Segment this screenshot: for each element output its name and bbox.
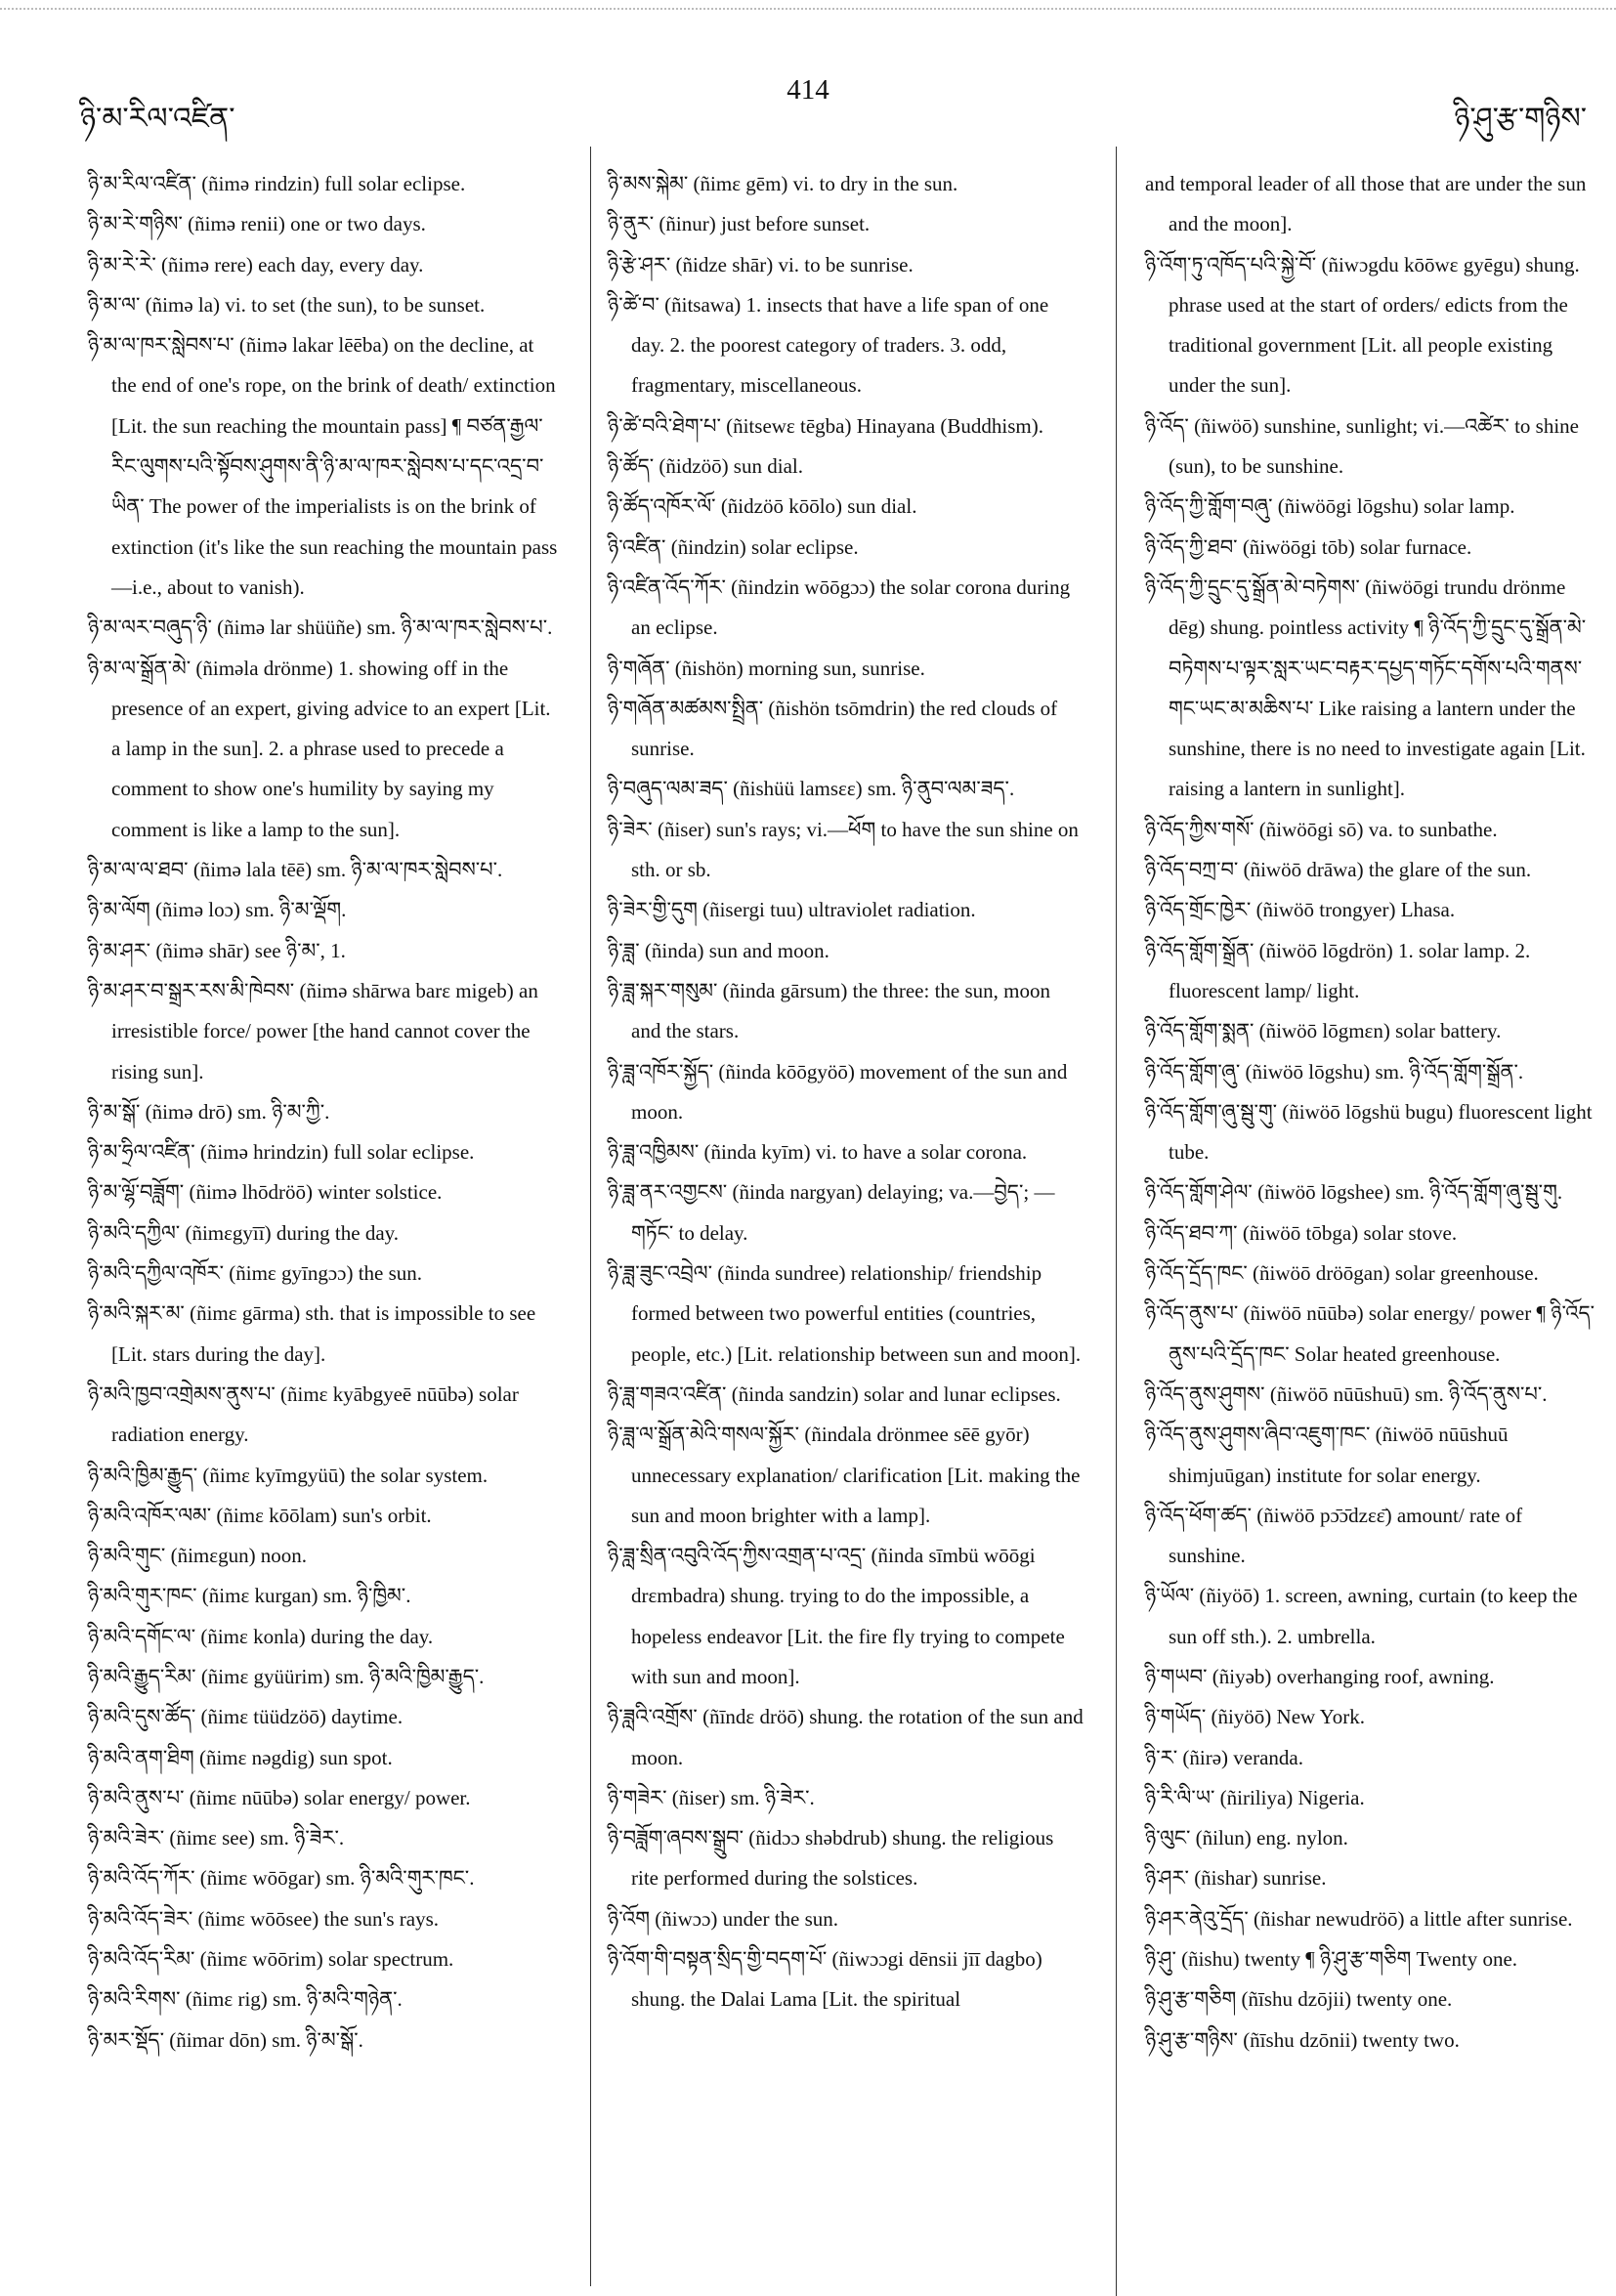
dictionary-entry: ཉི་འོད་ཀྱི་དྲུང་དུ་སྒྲོན་མེ་བཏེགས་ (ñiwöōgi trundu drönme dēg) shung. pointless activity ¶ ཉི་འོད་ཀྱི་དྲུང་དུ་སྒྲོན་མེ་བཏེགས་པ་ལྟར་སླར་ཡང་བརྟར་དཔྱད་གཏོང་དགོས་པའི་གནས་གང་ཡང་མ་མཆིས་པ་ Like raising a lantern under the sunshine, there is no need to investigate again [Lit. raising a lantern in sunlight].: [1145, 574, 1587, 801]
dictionary-entry: ཉི་མ་ཧྲིལ་འཛིན་ (ñimə hrindzin) full solar eclipse.: [88, 1140, 475, 1165]
dictionary-entry: ཉི་མས་སྐེམ་ (ñimɛ gēm) vi. to dry in the sun.: [608, 172, 958, 195]
dictionary-entry: ཉི་ཚེ་བ་ (ñitsawa) 1. insects that have a life span of one day. 2. the poorest category of traders. 3. odd, fragmentary, miscellaneous.: [608, 292, 1049, 398]
dictionary-entry: ཉི་མའི་གུར་ཁང་ (ñimɛ kurgan) sm. ཉི་ཁྱིམ་.: [88, 1584, 411, 1608]
dictionary-entry: ཉི་འོད་བཀྲ་བ་ (ñiwöō drāwa) the glare of the sun.: [1145, 858, 1532, 882]
dictionary-entry: ཉི་མ་རེ་རེ་ (ñimə rere) each day, every day.: [88, 252, 424, 276]
dictionary-entry: ཉི་ཚོད་འཁོར་ལོ་ (ñidzöō kōōlo) sun dial.: [608, 494, 917, 519]
dictionary-entry: ཉི་འཛིན་འོད་ཀོར་ (ñindzin wōōgɔɔ) the solar corona during an eclipse.: [608, 574, 1071, 640]
dictionary-entry: ཉི་ཟླ་གཟའ་འཛིན་ (ñinda sandzin) solar and lunar eclipses.: [608, 1382, 1061, 1406]
dictionary-entry: ཉི་ཤུ་རྩ་གཅིག (ñīshu dzōjii) twenty one.: [1145, 1987, 1453, 2012]
page-number: 414: [787, 74, 829, 106]
dictionary-entry: ཉི་འོད་གློག་སྨན་ (ñiwöō lōgmɛn) solar battery.: [1145, 1019, 1502, 1043]
column-divider: [1116, 147, 1117, 2296]
dictionary-entry: ཉི་འོད་གློག་ཞུ་སྦུ་གུ་ (ñiwöō lōgshü bugu) fluorescent light tube.: [1145, 1099, 1593, 1165]
dictionary-entry: ཉི་མ་ལ་སྒྲོན་མེ་ (ñiməla drönme) 1. showing off in the presence of an expert, giving advice to an expert [Lit. a lamp in the sun]. 2. a phrase used to precede a comment to show one's humility by saying my comment is like a lamp to the sun].: [88, 656, 551, 841]
dictionary-entry: ཉི་འོད་ཀྱིས་གསོ་ (ñiwöōgi sō) va. to sunbathe.: [1145, 817, 1498, 841]
dictionary-entry: ཉི་མའི་ཁྱབ་འགྲེམས་ནུས་པ་ (ñimɛ kyābgyeē nūūbə) solar radiation energy.: [88, 1382, 519, 1447]
dictionary-entry: ཉི་ཤུ་རྩ་གཉིས་ (ñīshu dzōnii) twenty two.: [1145, 2027, 1460, 2052]
dictionary-entry: ཉི་འོག (ñiwɔɔ) under the sun.: [608, 1906, 839, 1931]
dictionary-entry: ཉི་མའི་དཀྱིལ་འཁོར་ (ñimɛ gyīngɔɔ) the sun.: [88, 1261, 423, 1286]
dictionary-entry: ཉི་འོད་ཀྱི་ཐབ་ (ñiwöōgi tōb) solar furnace.: [1145, 534, 1472, 559]
dictionary-entry: ཉི་འོད་ (ñiwöō) sunshine, sunlight; vi.—འཚེར་ to shine (sun), to be sunshine.: [1145, 413, 1579, 479]
dictionary-entry: ཉི་གཡབ་ (ñiyəb) overhanging roof, awning.: [1145, 1664, 1495, 1688]
dictionary-entry: ཉི་འོད་གློག་ཤེལ་ (ñiwöō lōgshee) sm. ཉི་འོད་གློག་ཞུ་སྦུ་གུ.: [1145, 1180, 1563, 1205]
dictionary-entry: ཉི་འོག་ཏུ་འཁོད་པའི་སྐྱེ་བོ་ (ñiwɔgdu kōōwɛ gyēgu) shung. phrase used at the start of orders/ edicts from the traditional government [Lit. all people existing under the sun].: [1145, 252, 1580, 398]
dictionary-entry: ཉི་མ་ལར་བཞུད་ཉི་ (ñimə lar shüüñe) sm. ཉི་མ་ལ་ཁར་སླེབས་པ་.: [88, 616, 553, 640]
dictionary-entry: ཉི་འོད་གྲོང་ཁྱེར་ (ñiwöō trongyer) Lhasa.: [1145, 898, 1456, 922]
dictionary-entry: ཉི་བཟློག་ཞབས་སྒྲུབ་ (ñidɔɔ shəbdrub) shung. the religious rite performed during the solstices.: [608, 1826, 1054, 1891]
dictionary-entry: ཉི་ཟླ་སྐར་གསུམ་ (ñinda gārsum) the three: the sun, moon and the stars.: [608, 978, 1050, 1043]
dictionary-entry: ཉི་རི་ལི་ཡ་ (ñiriliya) Nigeria.: [1145, 1785, 1365, 1809]
dictionary-entry: ཉི་ཟླ་ལ་སྒྲོན་མེའི་གསལ་སྐྱོར་ (ñindala drönmee sēē gyōr) unnecessary explanation/ clarification [Lit. making the sun and moon brighter with a lamp].: [608, 1423, 1081, 1527]
dictionary-entry: ཉི་རྩེ་ཤར་ (ñidze shār) vi. to be sunrise.: [608, 252, 914, 276]
dictionary-entry: ཉི་ཤར་ (ñishar) sunrise.: [1145, 1866, 1327, 1891]
dictionary-entry: ཉི་མའི་ནག་ཐིག (ñimɛ nəgdig) sun spot.: [88, 1745, 393, 1769]
dictionary-entry: ཉི་འོད་དྲོད་ཁང་ (ñiwöō dröōgan) solar greenhouse.: [1145, 1261, 1539, 1286]
dictionary-entry: ཉི་འོད་གློག་ཞུ་ (ñiwöō lōgshu) sm. ཉི་འོད་གློག་སྒྲོན་.: [1145, 1059, 1524, 1084]
dictionary-entry: ཉི་གཟེར་ (ñiser) sm. ཉི་ཟེར་.: [608, 1785, 815, 1809]
dictionary-entry: ཉི་མ་ལྷོ་བཟློག་ (ñimə lhōdröō) winter solstice.: [88, 1180, 443, 1205]
dictionary-entry: ཉི་མའི་སྐར་མ་ (ñimɛ gārma) sth. that is impossible to see [Lit. stars during the day].: [88, 1301, 536, 1366]
dictionary-entry: ཉི་མ་ཤར་བ་སྒྲར་རས་མི་ཁེབས་ (ñimə shārwa barɛ migeb) an irresistible force/ power [the hand cannot cover the rising sun].: [88, 978, 538, 1084]
dictionary-entry: ཉི་ར་ (ñirə) veranda.: [1145, 1745, 1303, 1769]
dictionary-entry: ཉི་མའི་འཁོར་ལམ་ (ñimɛ kōōlam) sun's orbit.: [88, 1503, 432, 1527]
dictionary-entry: ཉི་འོག་གི་བསྟན་སྲིད་གྱི་བདག་པོ་ (ñiwɔɔgi dēnsii jīī dagbo) shung. the Dalai Lama [Lit. the spiritual: [608, 1947, 1042, 2012]
dictionary-entry: ཉི་མ་སྒོ་ (ñimə drō) sm. ཉི་མ་ཀྱི་.: [88, 1099, 330, 1124]
dictionary-entry: ཉི་ཟླ་ཟུང་འབྲེལ་ (ñinda sundree) relationship/ friendship formed between two powerful entities (countries, people, etc.) [Lit. relationship between sun and moon].: [608, 1261, 1082, 1366]
dictionary-entry: ཉི་མའི་འོད་ཟེར་ (ñimɛ wōōsee) the sun's rays.: [88, 1906, 439, 1931]
dictionary-entry: ཉི་མ་ལ་ལ་ཐབ་ (ñimə lala tēē) sm. ཉི་མ་ལ་ཁར་སླེབས་པ་.: [88, 858, 503, 882]
dictionary-entry: ཉི་འོད་གློག་སྒྲོན་ (ñiwöō lōgdrön) 1. solar lamp. 2. fluorescent lamp/ light.: [1145, 938, 1531, 1002]
dictionary-entry: ཉི་གཡོད་ (ñiyöō) New York.: [1145, 1705, 1365, 1729]
dictionary-entry: ཉི་ཟླ་འཁྱིམས་ (ñinda kyīm) vi. to have a solar corona.: [608, 1140, 1028, 1165]
dictionary-entry: ཉི་ཟེར་ (ñiser) sun's rays; vi.—ཕོག to have the sun shine on sth. or sb.: [608, 817, 1079, 882]
dictionary-entry: ཉི་ཟླ་ (ñinda) sun and moon.: [608, 938, 829, 962]
dictionary-entry: ཉི་མའི་འོད་རིམ་ (ñimɛ wōōrim) solar spectrum.: [88, 1947, 454, 1972]
dictionary-entry: ཉི་བཞུད་ལམ་ཟད་ (ñishüü lamsɛɛ) sm. ཉི་ནུབ་ལམ་ཟད་.: [608, 777, 1015, 801]
dictionary-entry: ཉི་མའི་རིགས་ (ñimɛ rig) sm. ཉི་མའི་གཉེན་.: [88, 1987, 403, 2012]
dictionary-entry: ཉི་མ་ལ་ (ñimə la) vi. to set (the sun), to be sunset.: [88, 292, 486, 317]
column-3: [1145, 164, 1604, 2061]
dictionary-entry: ཉི་མའི་གུང་ (ñimɛgun) noon.: [88, 1544, 308, 1568]
dictionary-entry: ཉི་གཞོན་ (ñishön) morning sun, sunrise.: [608, 656, 925, 680]
dictionary-entry: ཉི་ཡོལ་ (ñiyöō) 1. screen, awning, curtain (to keep the sun off sth.). 2. umbrella.: [1145, 1584, 1578, 1648]
dictionary-entry: ཉི་འོད་ཀྱི་གློག་བཞུ་ (ñiwöōgi lōgshu) solar lamp.: [1145, 494, 1515, 519]
dictionary-entry: ཉི་འོད་ནུས་ཤུགས་ (ñiwöō nūūshuū) sm. ཉི་འོད་ནུས་པ་.: [1145, 1382, 1548, 1406]
column-2: [608, 164, 1084, 2020]
dictionary-entry: ཉི་འཛིན་ (ñindzin) solar eclipse.: [608, 534, 859, 559]
dictionary-entry: ཉི་མ་རེ་གཉིས་ (ñimə renii) one or two days.: [88, 212, 426, 236]
dictionary-entry: ཉི་འོད་ནུས་པ་ (ñiwöō nūūbə) solar energy/ power ¶ ཉི་འོད་ནུས་པའི་དྲོད་ཁང་ Solar heated greenhouse.: [1145, 1301, 1595, 1366]
dictionary-entry: ཉི་མའི་ནུས་པ་ (ñimɛ nūūbə) solar energy/ power.: [88, 1785, 471, 1809]
dictionary-entry: ཉི་མའི་ཁྱིམ་རྒྱུད་ (ñimɛ kyīmgyüū) the solar system.: [88, 1463, 489, 1487]
dictionary-entry: ཉི་འོད་ཕོག་ཚད་ (ñiwöō pɔ̄ɔ̄dzɛɛ̄) amount/ rate of sunshine.: [1145, 1503, 1523, 1568]
dictionary-entry: ཉི་མ་ལ་ཁར་སླེབས་པ་ (ñimə lakar lēēba) on the decline, at the end of one's rope, on the brink of death/ extinction [Lit. the sun reaching the mountain pass] ¶ བཙན་རྒྱལ་རིང་ལུགས་པའི་སྟོབས་ཤུགས་ནི་ཉི་མ་ལ་ཁར་སླེབས་པ་དང་འདྲ་བ་ཡིན་ The power of the imperialists is on the brink of extinction (it's like the sun reaching the mountain pass—i.e., about to vanish).: [88, 333, 558, 599]
dictionary-entry: ཉི་ལུང་ (ñilun) eng. nylon.: [1145, 1826, 1348, 1850]
dictionary-entry: ཉི་ཤུ་ (ñishu) twenty ¶ ཉི་ཤུ་རྩ་གཅིག Twenty one.: [1145, 1947, 1518, 1972]
dictionary-entry: ཉི་མའི་དགོང་ལ་ (ñimɛ konla) during the day.: [88, 1624, 434, 1648]
running-head-left: ཉི་མ་རིལ་འཛིན་: [80, 103, 235, 135]
dictionary-entry: ཉི་ཟེར་གྱི་དུག (ñisergi tuu) ultraviolet radiation.: [608, 898, 976, 922]
dictionary-entry: ཉི་ཟླ་ནར་འགྱངས་ (ñinda nargyan) delaying; va.—བྱེད་; —གཏོང་ to delay.: [608, 1180, 1055, 1245]
dictionary-entry: ཉི་མ་ལོག (ñimə loɔ) sm. ཉི་མ་ལྡོག.: [88, 898, 347, 922]
dictionary-entry: ཉི་མར་སྡོད་ (ñimar dōn) sm. ཉི་མ་སྒོ་.: [88, 2027, 363, 2052]
dictionary-entry: ཉི་མའི་དུས་ཚོད་ (ñimɛ tüüdzöō) daytime.: [88, 1705, 404, 1729]
dictionary-entry: ཉི་མའི་འོད་ཀོར་ (ñimɛ wōōgar) sm. ཉི་མའི་གུར་ཁང་.: [88, 1866, 475, 1891]
column-divider: [590, 147, 591, 2286]
dictionary-entry: ཉི་མ་ཤར་ (ñimə shār) see ཉི་མ་, 1.: [88, 938, 346, 962]
dictionary-entry: ཉི་ཟླའི་འགྲོས་ (ñīndɛ dröō) shung. the rotation of the sun and moon.: [608, 1705, 1084, 1769]
dictionary-entry: ཉི་ཤར་ནེའུ་དྲོད་ (ñishar newudröō) a little after sunrise.: [1145, 1906, 1573, 1931]
dictionary-entry: ཉི་ནུར་ (ñinur) just before sunset.: [608, 212, 871, 236]
column-1: [88, 164, 563, 2061]
dictionary-entry: ཉི་མའི་ཟེར་ (ñimɛ see) sm. ཉི་ཟེར་.: [88, 1826, 345, 1850]
dictionary-entry: and temporal leader of all those that are under the sun and the moon].: [1145, 172, 1587, 236]
dictionary-entry: ཉི་ཚོད་ (ñidzöō) sun dial.: [608, 454, 803, 479]
dictionary-entry: ཉི་གཞོན་མཚམས་སྤྲིན་ (ñishön tsōmdrin) the red clouds of sunrise.: [608, 696, 1058, 761]
running-head-right: ཉི་ཤུ་རྩ་གཉིས་: [1454, 103, 1587, 135]
dictionary-entry: ཉི་འོད་ནུས་ཤུགས་ཞིབ་འཇུག་ཁང་ (ñiwöō nūūshuū shimjuūgan) institute for solar energy.: [1145, 1423, 1509, 1487]
dictionary-entry: ཉི་ཚེ་བའི་ཐེག་པ་ (ñitsewɛ tēgba) Hinayana (Buddhism).: [608, 413, 1044, 438]
scan-edge-line: [0, 8, 1616, 10]
dictionary-entry: ཉི་ཟླ་འཁོར་སྐྱོད་ (ñinda kōōgyöō) movement of the sun and moon.: [608, 1059, 1068, 1124]
dictionary-entry: ཉི་མ་རིལ་འཛིན་ (ñimə rindzin) full solar eclipse.: [88, 172, 466, 195]
dictionary-entry: ཉི་མའི་དཀྱིལ་ (ñimɛgyīī) during the day.: [88, 1220, 400, 1245]
dictionary-entry: ཉི་ཟླ་སྲིན་འབུའི་འོད་ཀྱིས་འགྲན་པ་འདྲ་ (ñinda sīmbü wōōgi drɛmbadra) shung. trying to do the impossible, a hopeless endeavor [Lit. the fire fly trying to compete with sun and moon].: [608, 1544, 1065, 1688]
dictionary-entry: ཉི་མའི་རྒྱུད་རིམ་ (ñimɛ gyüürim) sm. ཉི་མའི་ཁྱིམ་རྒྱུད་.: [88, 1664, 485, 1688]
dictionary-entry: ཉི་འོད་ཐབ་ཀ་ (ñiwöō tōbga) solar stove.: [1145, 1220, 1458, 1245]
